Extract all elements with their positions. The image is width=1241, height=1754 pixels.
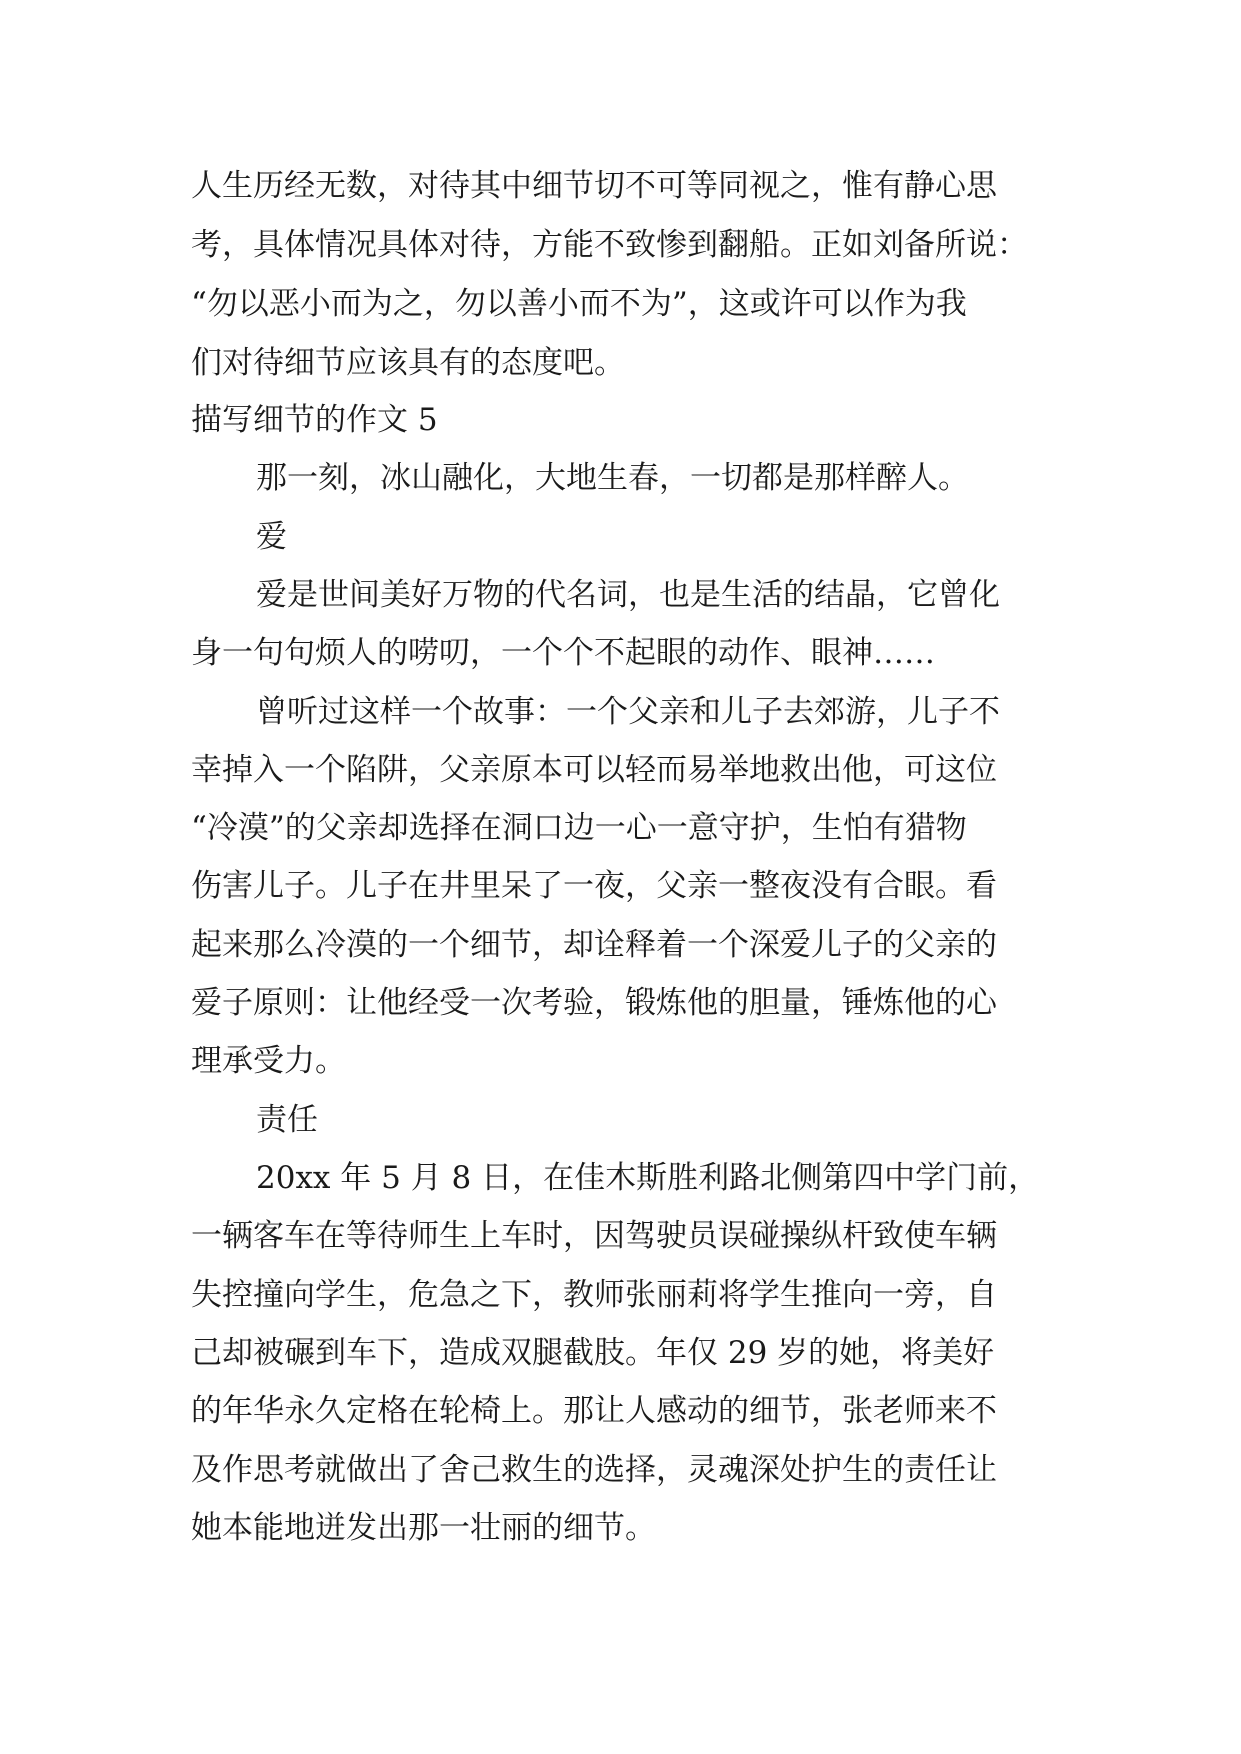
text-line: 考，具体情况具体对待，方能不致惨到翻船。正如刘备所说： bbox=[191, 227, 1028, 263]
text-line: 的年华永久定格在轮椅上。那让人感动的细节，张老师来不 bbox=[191, 1393, 997, 1429]
section-heading: 描写细节的作文 5 bbox=[191, 402, 438, 438]
text-line: “冷漠”的父亲却选择在洞口边一心一意守护，生怕有猎物 bbox=[191, 810, 967, 846]
text-line: 身一句句烦人的唠叨，一个个不起眼的动作、眼神…… bbox=[191, 635, 935, 671]
text-line: 起来那么冷漠的一个细节，却诠释着一个深爱儿子的父亲的 bbox=[191, 927, 997, 963]
text-line: 一辆客车在等待师生上车时，因驾驶员误碰操纵杆致使车辆 bbox=[191, 1218, 997, 1254]
text-line: 曾听过这样一个故事：一个父亲和儿子去郊游，儿子不 bbox=[256, 694, 1000, 730]
text-line: 人生历经无数，对待其中细节切不可等同视之，惟有静心思 bbox=[191, 168, 997, 204]
text-line: 及作思考就做出了舍己救生的选择，灵魂深处护生的责任让 bbox=[191, 1452, 997, 1488]
subsection-heading: 爱 bbox=[256, 519, 287, 555]
subsection-heading: 责任 bbox=[256, 1102, 318, 1138]
text-line: 爱是世间美好万物的代名词，也是生活的结晶，它曾化 bbox=[256, 577, 1000, 613]
text-line: 那一刻，冰山融化，大地生春，一切都是那样醉人。 bbox=[256, 460, 969, 496]
text-line: 伤害儿子。儿子在井里呆了一夜，父亲一整夜没有合眼。看 bbox=[191, 868, 997, 904]
text-line: 她本能地迸发出那一壮丽的细节。 bbox=[191, 1510, 656, 1546]
text-line: 失控撞向学生，危急之下，教师张丽莉将学生推向一旁，自 bbox=[191, 1277, 997, 1313]
text-line: 己却被碾到车下，造成双腿截肢。年仅 29 岁的她，将美好 bbox=[191, 1335, 995, 1371]
text-line: “勿以恶小而为之，勿以善小而不为”，这或许可以作为我 bbox=[191, 286, 967, 322]
text-line: 理承受力。 bbox=[191, 1043, 346, 1079]
text-line: 幸掉入一个陷阱，父亲原本可以轻而易举地救出他，可这位 bbox=[191, 752, 997, 788]
text-line: 20xx 年 5 月 8 日，在佳木斯胜利路北侧第四中学门前， bbox=[256, 1160, 1040, 1196]
text-line: 爱子原则：让他经受一次考验，锻炼他的胆量，锤炼他的心 bbox=[191, 985, 997, 1021]
text-line: 们对待细节应该具有的态度吧。 bbox=[191, 345, 625, 381]
